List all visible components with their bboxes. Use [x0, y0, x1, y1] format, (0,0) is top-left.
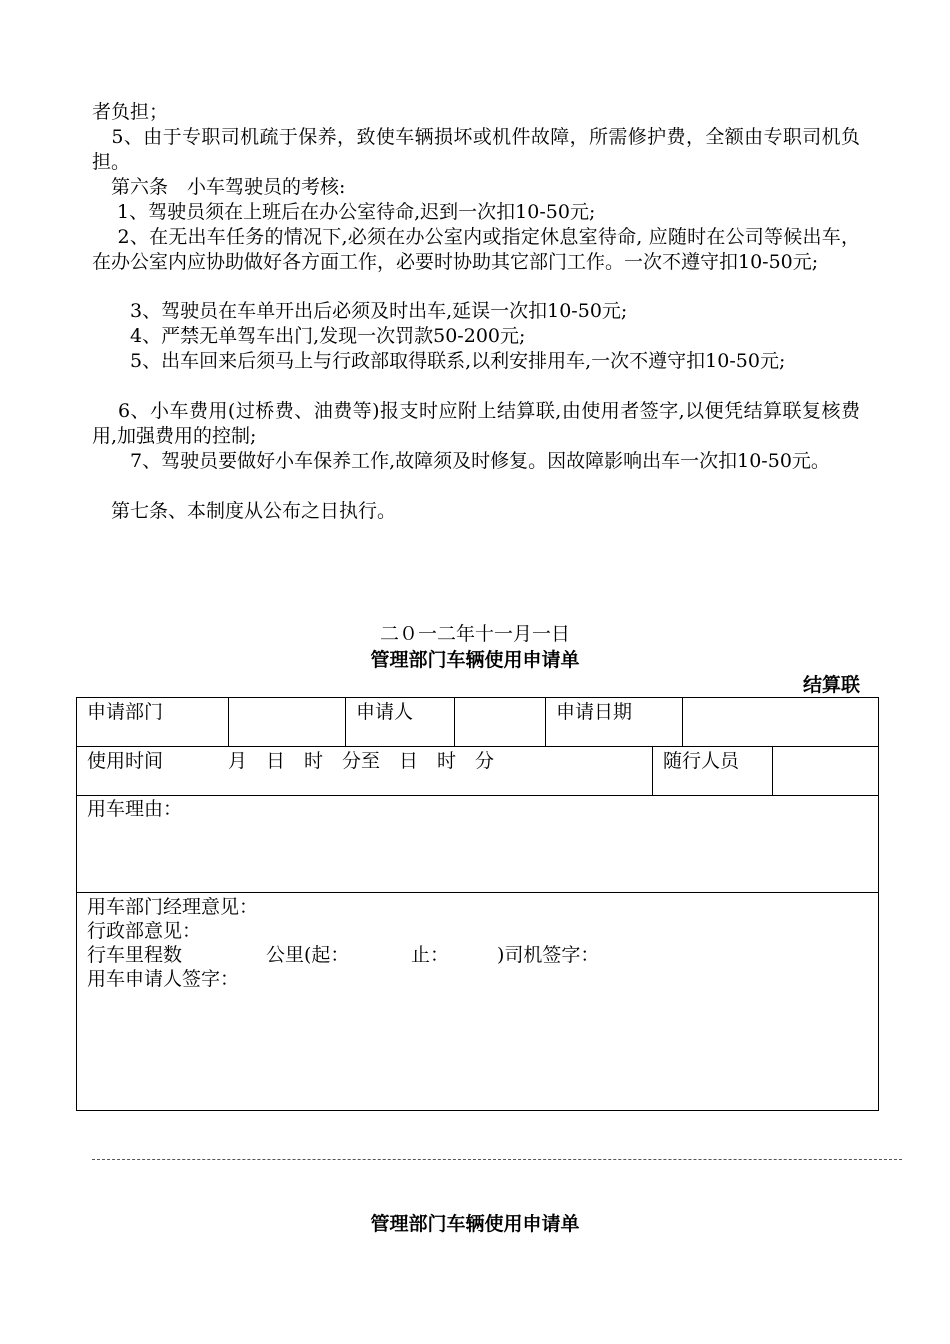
reason-label: 用车理由：	[87, 798, 183, 820]
assessment-item-6: 6、小车费用(过桥费、油费等)报支时应附上结算联,由使用者签字,以便凭结算联复核费用,加强费用的控制;	[92, 400, 860, 447]
dept-field[interactable]	[229, 698, 346, 746]
assessment-item-5: 5、出车回来后须马上与行政部取得联系,以利安排用车,一次不遵守扣10-50元;	[92, 350, 786, 372]
mileage-label: 行车里程数	[87, 944, 183, 966]
article-seven: 第七条、本制度从公布之日执行。	[92, 500, 397, 522]
mileage-stop-label: 止：	[411, 944, 450, 966]
apply-date-field[interactable]	[683, 698, 878, 746]
assessment-item-3: 3、驾驶员在车单开出后必须及时出车,延误一次扣10-50元;	[92, 300, 628, 322]
second-form-title: 管理部门车辆使用申请单	[370, 1213, 580, 1235]
applicant-label: 申请人	[346, 698, 455, 746]
form-row-applicant	[77, 698, 878, 747]
paragraph-continuation: 者负担；	[92, 101, 169, 123]
admin-opinion-label: 行政部意见：	[87, 920, 202, 942]
manager-opinion-label: 用车部门经理意见：	[87, 896, 259, 918]
usage-time-template: 月 日 时 分至 日 时 分	[209, 750, 495, 772]
mileage-start-label: 公里(起：	[266, 944, 350, 966]
applicant-field[interactable]	[455, 698, 546, 746]
companion-field[interactable]	[773, 747, 878, 795]
dept-label: 申请部门	[77, 698, 229, 746]
applicant-sign-label: 用车申请人签字：	[87, 968, 240, 990]
form-row-reason[interactable]	[77, 796, 878, 893]
assessment-item-1: 1、驾驶员须在上班后在办公室待命,迟到一次扣10-50元;	[92, 201, 596, 223]
date-line: 二０一二年十一月一日	[379, 623, 570, 645]
copy-label: 结算联	[802, 674, 860, 696]
assessment-item-4: 4、严禁无单驾车出门,发现一次罚款50-200元;	[92, 325, 526, 347]
form-title: 管理部门车辆使用申请单	[370, 649, 580, 671]
companion-label: 随行人员	[653, 747, 773, 795]
vehicle-request-form	[76, 697, 879, 1111]
article-six-heading: 第六条 小车驾驶员的考核:	[92, 176, 346, 198]
assessment-item-2: 2、在无出车任务的情况下,必须在办公室内或指定休息室待命, 应随时在公司等候出车，在办公室内应协助做好各方面工作，必要时协助其它部门工作。一次不遵守扣10-50元;	[92, 226, 860, 273]
assessment-item-7: 7、驾驶员要做好小车保养工作,故障须及时修复。因故障影响出车一次扣10-50元。	[92, 450, 830, 472]
apply-date-label: 申请日期	[546, 698, 683, 746]
usage-time-cell[interactable]	[77, 747, 653, 795]
cut-line-divider	[92, 1159, 902, 1160]
paragraph-item-5: 5、由于专职司机疏于保养，致使车辆损坏或机件故障，所需修护费，全额由专职司机负担。	[92, 126, 860, 173]
usage-time-label: 使用时间	[87, 750, 164, 772]
driver-sign-label: )司机签字：	[497, 944, 600, 966]
form-row-usage-time	[77, 747, 878, 796]
form-row-approvals[interactable]	[77, 893, 878, 1110]
